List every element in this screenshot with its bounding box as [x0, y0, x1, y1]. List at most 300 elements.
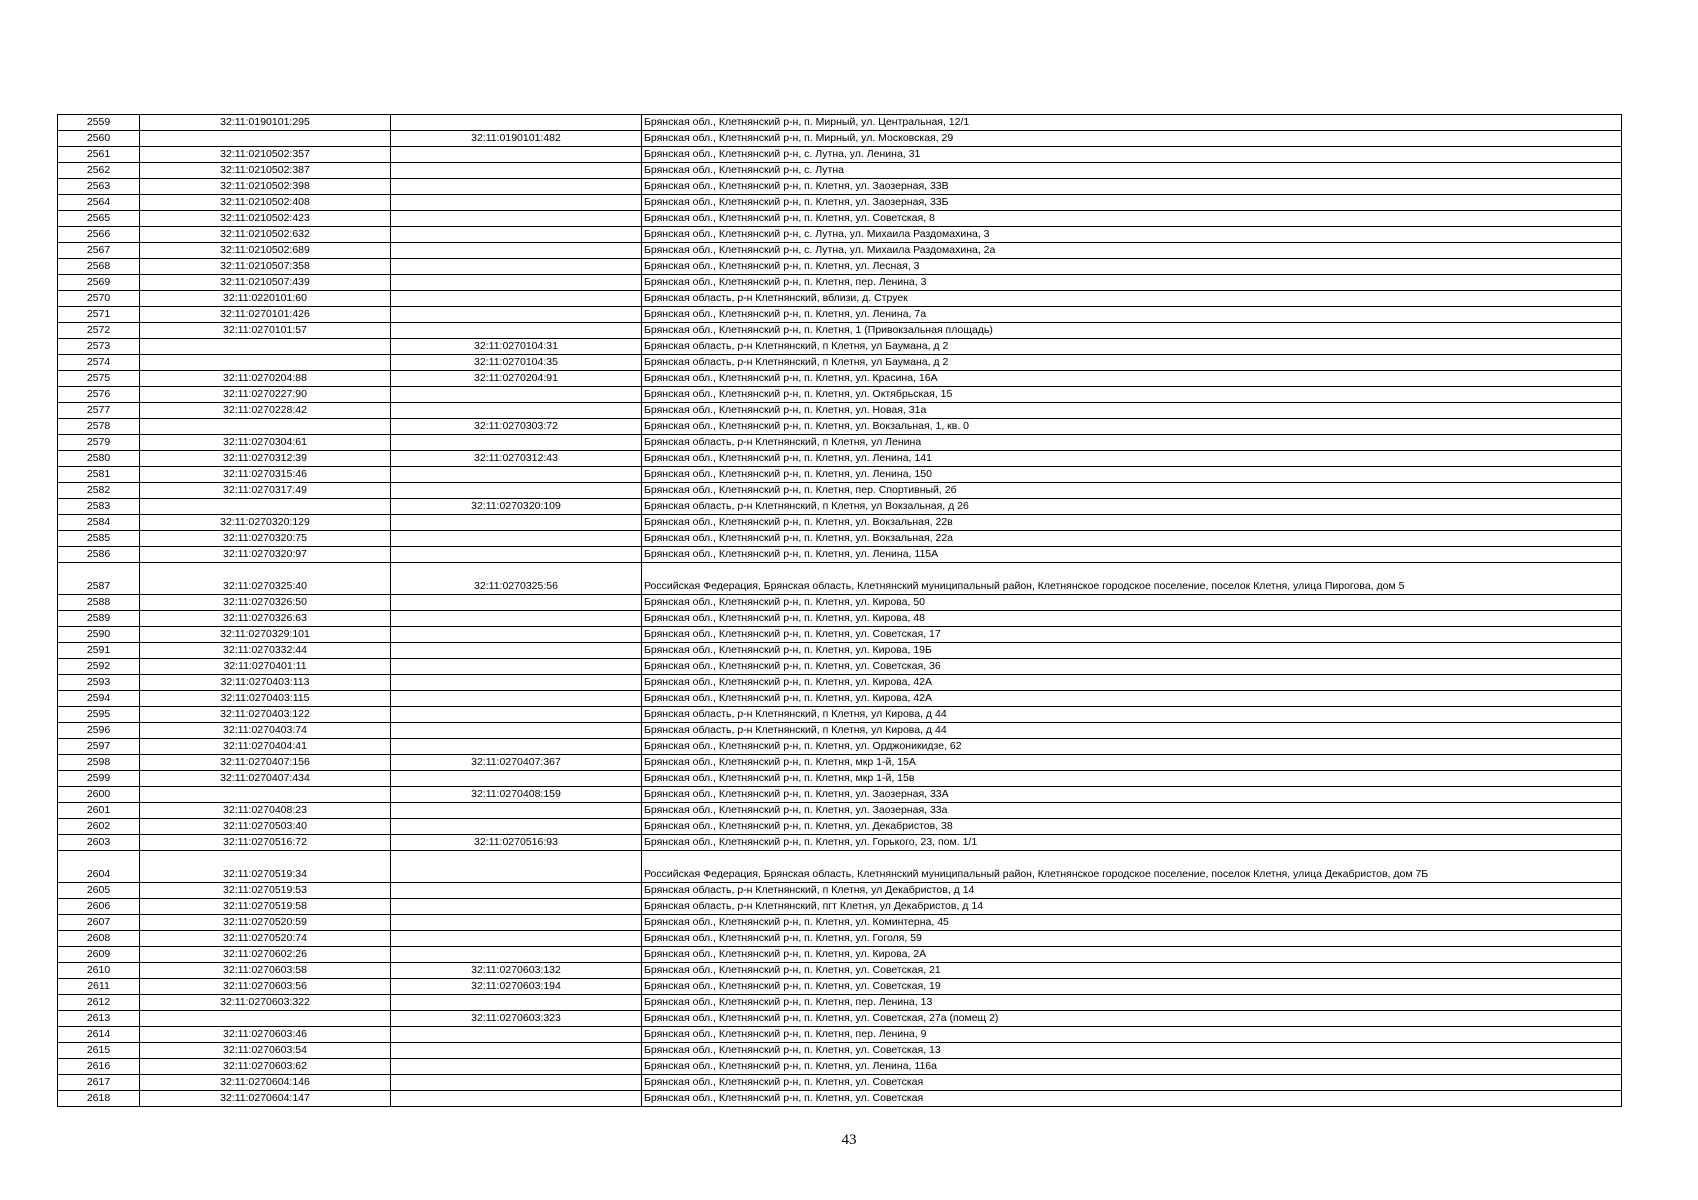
row-number-cell: 2611 [58, 979, 140, 995]
related-cadastral-number-cell [391, 1027, 642, 1043]
row-number-cell: 2562 [58, 163, 140, 179]
cadastral-number-cell: 32:11:0210502:423 [140, 211, 391, 227]
address-cell: Брянская область, р-н Клетнянский, п Клетня, ул Ленина [642, 435, 1622, 451]
table-row [58, 643, 1622, 659]
address-cell: Брянская обл., Клетнянский р-н, п. Клетня, ул. Кирова, 48 [642, 611, 1622, 627]
address-cell: Брянская обл., Клетнянский р-н, п. Клетня, пер. Ленина, 3 [642, 275, 1622, 291]
cadastral-number-cell: 32:11:0270519:53 [140, 883, 391, 899]
row-number-cell: 2598 [58, 755, 140, 771]
table-row [58, 851, 1622, 883]
address-cell: Брянская обл., Клетнянский р-н, п. Клетня, ул. Красина, 16А [642, 371, 1622, 387]
table-row [58, 531, 1622, 547]
table-row [58, 883, 1622, 899]
row-number-cell: 2582 [58, 483, 140, 499]
related-cadastral-number-cell: 32:11:0270603:132 [391, 963, 642, 979]
cadastral-number-cell: 32:11:0270326:50 [140, 595, 391, 611]
row-number-cell: 2572 [58, 323, 140, 339]
row-number-cell: 2594 [58, 691, 140, 707]
cadastral-number-cell: 32:11:0270101:426 [140, 307, 391, 323]
address-cell: Брянская обл., Клетнянский р-н, п. Клетня, ул. Советская, 13 [642, 1043, 1622, 1059]
table-row [58, 947, 1622, 963]
address-cell: Брянская обл., Клетнянский р-н, п. Клетня, ул. Орджоникидзе, 62 [642, 739, 1622, 755]
table-row [58, 1091, 1622, 1107]
row-number-cell: 2608 [58, 931, 140, 947]
cadastral-number-cell: 32:11:0270227:90 [140, 387, 391, 403]
table-row [58, 611, 1622, 627]
related-cadastral-number-cell [391, 627, 642, 643]
address-cell: Брянская область, р-н Клетнянский, п Клетня, ул Вокзальная, д 26 [642, 499, 1622, 515]
table-row [58, 323, 1622, 339]
address-cell: Брянская область, р-н Клетнянский, вблизи, д. Струек [642, 291, 1622, 307]
table-row [58, 771, 1622, 787]
address-cell: Российская Федерация, Брянская область, Клетнянский муниципальный район, Клетнянское городское поселение, поселок Клетня, улица Пирогова, дом 5 [642, 563, 1622, 595]
cadastral-number-cell [140, 419, 391, 435]
cadastral-number-cell: 32:11:0270329:101 [140, 627, 391, 643]
row-number-cell: 2565 [58, 211, 140, 227]
cadastral-number-cell: 32:11:0210507:358 [140, 259, 391, 275]
related-cadastral-number-cell [391, 659, 642, 675]
address-cell: Брянская обл., Клетнянский р-н, п. Клетня, ул. Кирова, 2А [642, 947, 1622, 963]
row-number-cell: 2571 [58, 307, 140, 323]
cadastral-number-cell: 32:11:0270503:40 [140, 819, 391, 835]
related-cadastral-number-cell [391, 675, 642, 691]
row-number-cell: 2614 [58, 1027, 140, 1043]
address-cell: Брянская обл., Клетнянский р-н, п. Клетня, ул. Ленина, 116а [642, 1059, 1622, 1075]
address-cell: Брянская обл., Клетнянский р-н, п. Клетня, ул. Гоголя, 59 [642, 931, 1622, 947]
row-number-cell: 2604 [58, 851, 140, 883]
related-cadastral-number-cell: 32:11:0270408:159 [391, 787, 642, 803]
cadastral-number-cell: 32:11:0270403:74 [140, 723, 391, 739]
table-row [58, 819, 1622, 835]
cadastral-number-cell: 32:11:0270228:42 [140, 403, 391, 419]
cadastral-number-cell: 32:11:0270604:147 [140, 1091, 391, 1107]
address-cell: Брянская обл., Клетнянский р-н, п. Клетня, ул. Советская [642, 1091, 1622, 1107]
address-cell: Брянская обл., Клетнянский р-н, п. Клетня, мкр 1-й, 15А [642, 755, 1622, 771]
table-row [58, 387, 1622, 403]
related-cadastral-number-cell [391, 1075, 642, 1091]
cadastral-number-cell: 32:11:0270304:61 [140, 435, 391, 451]
table-row [58, 707, 1622, 723]
related-cadastral-number-cell [391, 323, 642, 339]
row-number-cell: 2577 [58, 403, 140, 419]
cadastral-number-cell: 32:11:0270407:434 [140, 771, 391, 787]
related-cadastral-number-cell [391, 1091, 642, 1107]
table-row [58, 979, 1622, 995]
table-row [58, 467, 1622, 483]
table-row [58, 291, 1622, 307]
address-cell: Брянская обл., Клетнянский р-н, п. Клетня, пер. Ленина, 13 [642, 995, 1622, 1011]
related-cadastral-number-cell [391, 691, 642, 707]
row-number-cell: 2559 [58, 115, 140, 131]
related-cadastral-number-cell: 32:11:0270104:35 [391, 355, 642, 371]
related-cadastral-number-cell [391, 259, 642, 275]
cadastral-number-cell [140, 499, 391, 515]
address-cell: Брянская обл., Клетнянский р-н, п. Клетня, ул. Советская, 8 [642, 211, 1622, 227]
cadastral-number-cell: 32:11:0270403:122 [140, 707, 391, 723]
row-number-cell: 2580 [58, 451, 140, 467]
address-cell: Брянская область, р-н Клетнянский, п Клетня, ул Кирова, д 44 [642, 723, 1622, 739]
table-row [58, 755, 1622, 771]
related-cadastral-number-cell [391, 163, 642, 179]
address-cell: Брянская область, р-н Клетнянский, п Клетня, ул Баумана, д 2 [642, 339, 1622, 355]
related-cadastral-number-cell [391, 803, 642, 819]
row-number-cell: 2578 [58, 419, 140, 435]
row-number-cell: 2569 [58, 275, 140, 291]
cadastral-number-cell: 32:11:0270603:58 [140, 963, 391, 979]
row-number-cell: 2612 [58, 995, 140, 1011]
row-number-cell: 2560 [58, 131, 140, 147]
cadastral-number-cell: 32:11:0270520:74 [140, 931, 391, 947]
related-cadastral-number-cell [391, 931, 642, 947]
cadastral-number-cell: 32:11:0270204:88 [140, 371, 391, 387]
row-number-cell: 2564 [58, 195, 140, 211]
address-cell: Брянская область, р-н Клетнянский, пгт Клетня, ул Декабристов, д 14 [642, 899, 1622, 915]
table-row [58, 515, 1622, 531]
address-cell: Брянская обл., Клетнянский р-н, п. Мирный, ул. Центральная, 12/1 [642, 115, 1622, 131]
table-row [58, 451, 1622, 467]
table-row [58, 1027, 1622, 1043]
related-cadastral-number-cell [391, 995, 642, 1011]
related-cadastral-number-cell [391, 467, 642, 483]
cadastral-number-cell: 32:11:0220101:60 [140, 291, 391, 307]
table-row [58, 403, 1622, 419]
related-cadastral-number-cell [391, 483, 642, 499]
address-cell: Брянская обл., Клетнянский р-н, п. Клетня, ул. Советская, 17 [642, 627, 1622, 643]
related-cadastral-number-cell: 32:11:0270603:194 [391, 979, 642, 995]
table-row [58, 659, 1622, 675]
related-cadastral-number-cell: 32:11:0270303:72 [391, 419, 642, 435]
address-cell: Брянская обл., Клетнянский р-н, п. Клетня, ул. Кирова, 42А [642, 675, 1622, 691]
related-cadastral-number-cell [391, 243, 642, 259]
table-row [58, 595, 1622, 611]
row-number-cell: 2581 [58, 467, 140, 483]
address-cell: Брянская обл., Клетнянский р-н, п. Клетня, ул. Вокзальная, 22а [642, 531, 1622, 547]
registry-table-body [58, 115, 1622, 1107]
cadastral-number-cell: 32:11:0270403:115 [140, 691, 391, 707]
row-number-cell: 2602 [58, 819, 140, 835]
table-row [58, 931, 1622, 947]
related-cadastral-number-cell [391, 899, 642, 915]
cadastral-number-cell: 32:11:0270401:11 [140, 659, 391, 675]
cadastral-number-cell: 32:11:0270603:62 [140, 1059, 391, 1075]
related-cadastral-number-cell [391, 595, 642, 611]
related-cadastral-number-cell [391, 275, 642, 291]
row-number-cell: 2574 [58, 355, 140, 371]
related-cadastral-number-cell: 32:11:0270204:91 [391, 371, 642, 387]
cadastral-number-cell: 32:11:0270320:129 [140, 515, 391, 531]
registry-table [57, 114, 1622, 1107]
related-cadastral-number-cell: 32:11:0190101:482 [391, 131, 642, 147]
table-row [58, 803, 1622, 819]
related-cadastral-number-cell [391, 115, 642, 131]
table-row [58, 259, 1622, 275]
row-number-cell: 2583 [58, 499, 140, 515]
table-row [58, 1043, 1622, 1059]
row-number-cell: 2586 [58, 547, 140, 563]
cadastral-number-cell: 32:11:0270516:72 [140, 835, 391, 851]
related-cadastral-number-cell: 32:11:0270320:109 [391, 499, 642, 515]
cadastral-number-cell [140, 355, 391, 371]
address-cell: Брянская область, р-н Клетнянский, п Клетня, ул Баумана, д 2 [642, 355, 1622, 371]
related-cadastral-number-cell [391, 739, 642, 755]
address-cell: Брянская обл., Клетнянский р-н, п. Клетня, ул. Советская, 21 [642, 963, 1622, 979]
cadastral-number-cell: 32:11:0270325:40 [140, 563, 391, 595]
related-cadastral-number-cell: 32:11:0270516:93 [391, 835, 642, 851]
cadastral-number-cell: 32:11:0210502:408 [140, 195, 391, 211]
row-number-cell: 2587 [58, 563, 140, 595]
related-cadastral-number-cell [391, 387, 642, 403]
related-cadastral-number-cell [391, 179, 642, 195]
table-row [58, 691, 1622, 707]
table-row [58, 227, 1622, 243]
table-row [58, 675, 1622, 691]
table-row [58, 915, 1622, 931]
related-cadastral-number-cell [391, 947, 642, 963]
table-row [58, 371, 1622, 387]
related-cadastral-number-cell [391, 147, 642, 163]
row-number-cell: 2576 [58, 387, 140, 403]
cadastral-number-cell: 32:11:0210502:689 [140, 243, 391, 259]
related-cadastral-number-cell [391, 307, 642, 323]
row-number-cell: 2601 [58, 803, 140, 819]
table-row [58, 419, 1622, 435]
address-cell: Брянская обл., Клетнянский р-н, п. Клетня, ул. Советская, 36 [642, 659, 1622, 675]
address-cell: Брянская обл., Клетнянский р-н, п. Клетня, ул. Ленина, 150 [642, 467, 1622, 483]
row-number-cell: 2617 [58, 1075, 140, 1091]
registry-table-container [57, 114, 1621, 1107]
row-number-cell: 2590 [58, 627, 140, 643]
cadastral-number-cell: 32:11:0270315:46 [140, 467, 391, 483]
cadastral-number-cell [140, 339, 391, 355]
row-number-cell: 2597 [58, 739, 140, 755]
address-cell: Брянская обл., Клетнянский р-н, п. Клетня, ул. Заозерная, 33А [642, 787, 1622, 803]
table-row [58, 1059, 1622, 1075]
cadastral-number-cell: 32:11:0270403:113 [140, 675, 391, 691]
table-row [58, 483, 1622, 499]
row-number-cell: 2579 [58, 435, 140, 451]
address-cell: Брянская обл., Клетнянский р-н, п. Клетня, ул. Ленина, 7а [642, 307, 1622, 323]
row-number-cell: 2568 [58, 259, 140, 275]
table-row [58, 723, 1622, 739]
row-number-cell: 2615 [58, 1043, 140, 1059]
cadastral-number-cell: 32:11:0270404:41 [140, 739, 391, 755]
related-cadastral-number-cell [391, 819, 642, 835]
related-cadastral-number-cell [391, 643, 642, 659]
cadastral-number-cell: 32:11:0210502:398 [140, 179, 391, 195]
address-cell: Брянская обл., Клетнянский р-н, п. Клетня, ул. Новая, 31а [642, 403, 1622, 419]
cadastral-number-cell: 32:11:0210502:387 [140, 163, 391, 179]
row-number-cell: 2600 [58, 787, 140, 803]
address-cell: Брянская обл., Клетнянский р-н, с. Лутна [642, 163, 1622, 179]
cadastral-number-cell: 32:11:0270520:59 [140, 915, 391, 931]
row-number-cell: 2613 [58, 1011, 140, 1027]
row-number-cell: 2605 [58, 883, 140, 899]
table-row [58, 307, 1622, 323]
cadastral-number-cell: 32:11:0270320:75 [140, 531, 391, 547]
table-row [58, 115, 1622, 131]
related-cadastral-number-cell: 32:11:0270104:31 [391, 339, 642, 355]
row-number-cell: 2596 [58, 723, 140, 739]
address-cell: Брянская обл., Клетнянский р-н, п. Клетня, ул. Декабристов, 38 [642, 819, 1622, 835]
row-number-cell: 2599 [58, 771, 140, 787]
table-row [58, 243, 1622, 259]
related-cadastral-number-cell [391, 723, 642, 739]
address-cell: Брянская обл., Клетнянский р-н, с. Лутна, ул. Михаила Раздомахина, 3 [642, 227, 1622, 243]
related-cadastral-number-cell [391, 915, 642, 931]
table-row [58, 963, 1622, 979]
cadastral-number-cell: 32:11:0270332:44 [140, 643, 391, 659]
cadastral-number-cell: 32:11:0270603:56 [140, 979, 391, 995]
address-cell: Брянская обл., Клетнянский р-н, п. Клетня, ул. Коминтерна, 45 [642, 915, 1622, 931]
address-cell: Брянская обл., Клетнянский р-н, п. Клетня, пер. Ленина, 9 [642, 1027, 1622, 1043]
row-number-cell: 2588 [58, 595, 140, 611]
table-row [58, 275, 1622, 291]
cadastral-number-cell: 32:11:0270519:58 [140, 899, 391, 915]
address-cell: Брянская обл., Клетнянский р-н, п. Клетня, ул. Советская, 27а (помещ 2) [642, 1011, 1622, 1027]
address-cell: Брянская обл., Клетнянский р-н, п. Клетня, ул. Кирова, 19Б [642, 643, 1622, 659]
row-number-cell: 2593 [58, 675, 140, 691]
related-cadastral-number-cell [391, 1059, 642, 1075]
row-number-cell: 2575 [58, 371, 140, 387]
address-cell: Брянская обл., Клетнянский р-н, п. Клетня, ул. Ленина, 141 [642, 451, 1622, 467]
table-row [58, 179, 1622, 195]
cadastral-number-cell: 32:11:0270604:146 [140, 1075, 391, 1091]
row-number-cell: 2573 [58, 339, 140, 355]
address-cell: Брянская обл., Клетнянский р-н, п. Клетня, ул. Советская, 19 [642, 979, 1622, 995]
address-cell: Брянская обл., Клетнянский р-н, с. Лутна, ул. Ленина, 31 [642, 147, 1622, 163]
related-cadastral-number-cell [391, 1043, 642, 1059]
row-number-cell: 2584 [58, 515, 140, 531]
related-cadastral-number-cell [391, 611, 642, 627]
table-row [58, 995, 1622, 1011]
table-row [58, 1011, 1622, 1027]
address-cell: Брянская обл., Клетнянский р-н, п. Клетня, ул. Советская [642, 1075, 1622, 1091]
related-cadastral-number-cell [391, 883, 642, 899]
related-cadastral-number-cell: 32:11:0270603:323 [391, 1011, 642, 1027]
address-cell: Брянская обл., Клетнянский р-н, п. Клетня, ул. Заозерная, 33а [642, 803, 1622, 819]
address-cell: Брянская обл., Клетнянский р-н, п. Мирный, ул. Московская, 29 [642, 131, 1622, 147]
address-cell: Брянская обл., Клетнянский р-н, п. Клетня, ул. Вокзальная, 22в [642, 515, 1622, 531]
table-row [58, 787, 1622, 803]
address-cell: Брянская обл., Клетнянский р-н, п. Клетня, пер. Спортивный, 2б [642, 483, 1622, 499]
row-number-cell: 2609 [58, 947, 140, 963]
related-cadastral-number-cell [391, 211, 642, 227]
table-row [58, 899, 1622, 915]
row-number-cell: 2563 [58, 179, 140, 195]
row-number-cell: 2589 [58, 611, 140, 627]
cadastral-number-cell: 32:11:0270603:322 [140, 995, 391, 1011]
row-number-cell: 2570 [58, 291, 140, 307]
related-cadastral-number-cell [391, 435, 642, 451]
related-cadastral-number-cell: 32:11:0270407:367 [391, 755, 642, 771]
related-cadastral-number-cell [391, 707, 642, 723]
table-row [58, 211, 1622, 227]
address-cell: Брянская обл., Клетнянский р-н, п. Клетня, мкр 1-й, 15в [642, 771, 1622, 787]
address-cell: Брянская обл., Клетнянский р-н, п. Клетня, ул. Заозерная, 33Б [642, 195, 1622, 211]
cadastral-number-cell: 32:11:0270407:156 [140, 755, 391, 771]
cadastral-number-cell: 32:11:0270602:26 [140, 947, 391, 963]
cadastral-number-cell: 32:11:0270603:46 [140, 1027, 391, 1043]
table-row [58, 547, 1622, 563]
related-cadastral-number-cell [391, 531, 642, 547]
row-number-cell: 2603 [58, 835, 140, 851]
address-cell: Брянская область, р-н Клетнянский, п Клетня, ул Кирова, д 44 [642, 707, 1622, 723]
row-number-cell: 2585 [58, 531, 140, 547]
address-cell: Брянская обл., Клетнянский р-н, п. Клетня, ул. Горького, 23, пом. 1/1 [642, 835, 1622, 851]
table-row [58, 355, 1622, 371]
table-row [58, 435, 1622, 451]
row-number-cell: 2607 [58, 915, 140, 931]
row-number-cell: 2561 [58, 147, 140, 163]
row-number-cell: 2606 [58, 899, 140, 915]
related-cadastral-number-cell [391, 403, 642, 419]
related-cadastral-number-cell [391, 851, 642, 883]
address-cell: Брянская область, р-н Клетнянский, п Клетня, ул Декабристов, д 14 [642, 883, 1622, 899]
row-number-cell: 2618 [58, 1091, 140, 1107]
table-row [58, 1075, 1622, 1091]
table-row [58, 739, 1622, 755]
address-cell: Брянская обл., Клетнянский р-н, с. Лутна, ул. Михаила Раздомахина, 2а [642, 243, 1622, 259]
address-cell: Брянская обл., Клетнянский р-н, п. Клетня, ул. Лесная, 3 [642, 259, 1622, 275]
cadastral-number-cell: 32:11:0270519:34 [140, 851, 391, 883]
table-row [58, 339, 1622, 355]
address-cell: Российская Федерация, Брянская область, Клетнянский муниципальный район, Клетнянское городское поселение, поселок Клетня, улица Декабристов, дом 7Б [642, 851, 1622, 883]
table-row [58, 131, 1622, 147]
table-row [58, 147, 1622, 163]
cadastral-number-cell [140, 1011, 391, 1027]
cadastral-number-cell: 32:11:0210502:357 [140, 147, 391, 163]
related-cadastral-number-cell: 32:11:0270312:43 [391, 451, 642, 467]
table-row [58, 835, 1622, 851]
related-cadastral-number-cell [391, 771, 642, 787]
row-number-cell: 2592 [58, 659, 140, 675]
address-cell: Брянская обл., Клетнянский р-н, п. Клетня, ул. Вокзальная, 1, кв. 0 [642, 419, 1622, 435]
page-number: 43 [841, 1132, 857, 1148]
row-number-cell: 2591 [58, 643, 140, 659]
row-number-cell: 2595 [58, 707, 140, 723]
table-row [58, 163, 1622, 179]
cadastral-number-cell: 32:11:0210502:632 [140, 227, 391, 243]
cadastral-number-cell: 32:11:0210507:439 [140, 275, 391, 291]
table-row [58, 563, 1622, 595]
cadastral-number-cell: 32:11:0270603:54 [140, 1043, 391, 1059]
address-cell: Брянская обл., Клетнянский р-н, п. Клетня, ул. Заозерная, 33В [642, 179, 1622, 195]
table-row [58, 195, 1622, 211]
table-row [58, 499, 1622, 515]
address-cell: Брянская обл., Клетнянский р-н, п. Клетня, ул. Кирова, 50 [642, 595, 1622, 611]
cadastral-number-cell [140, 131, 391, 147]
address-cell: Брянская обл., Клетнянский р-н, п. Клетня, ул. Ленина, 115А [642, 547, 1622, 563]
related-cadastral-number-cell [391, 547, 642, 563]
row-number-cell: 2616 [58, 1059, 140, 1075]
address-cell: Брянская обл., Клетнянский р-н, п. Клетня, ул. Кирова, 42А [642, 691, 1622, 707]
cadastral-number-cell: 32:11:0270317:49 [140, 483, 391, 499]
row-number-cell: 2610 [58, 963, 140, 979]
cadastral-number-cell: 32:11:0270408:23 [140, 803, 391, 819]
address-cell: Брянская обл., Клетнянский р-н, п. Клетня, 1 (Привокзальная площадь) [642, 323, 1622, 339]
cadastral-number-cell: 32:11:0190101:295 [140, 115, 391, 131]
cadastral-number-cell: 32:11:0270326:63 [140, 611, 391, 627]
related-cadastral-number-cell [391, 515, 642, 531]
related-cadastral-number-cell [391, 195, 642, 211]
address-cell: Брянская обл., Клетнянский р-н, п. Клетня, ул. Октябрьская, 15 [642, 387, 1622, 403]
related-cadastral-number-cell [391, 227, 642, 243]
related-cadastral-number-cell [391, 291, 642, 307]
cadastral-number-cell [140, 787, 391, 803]
related-cadastral-number-cell: 32:11:0270325:56 [391, 563, 642, 595]
cadastral-number-cell: 32:11:0270101:57 [140, 323, 391, 339]
table-row [58, 627, 1622, 643]
